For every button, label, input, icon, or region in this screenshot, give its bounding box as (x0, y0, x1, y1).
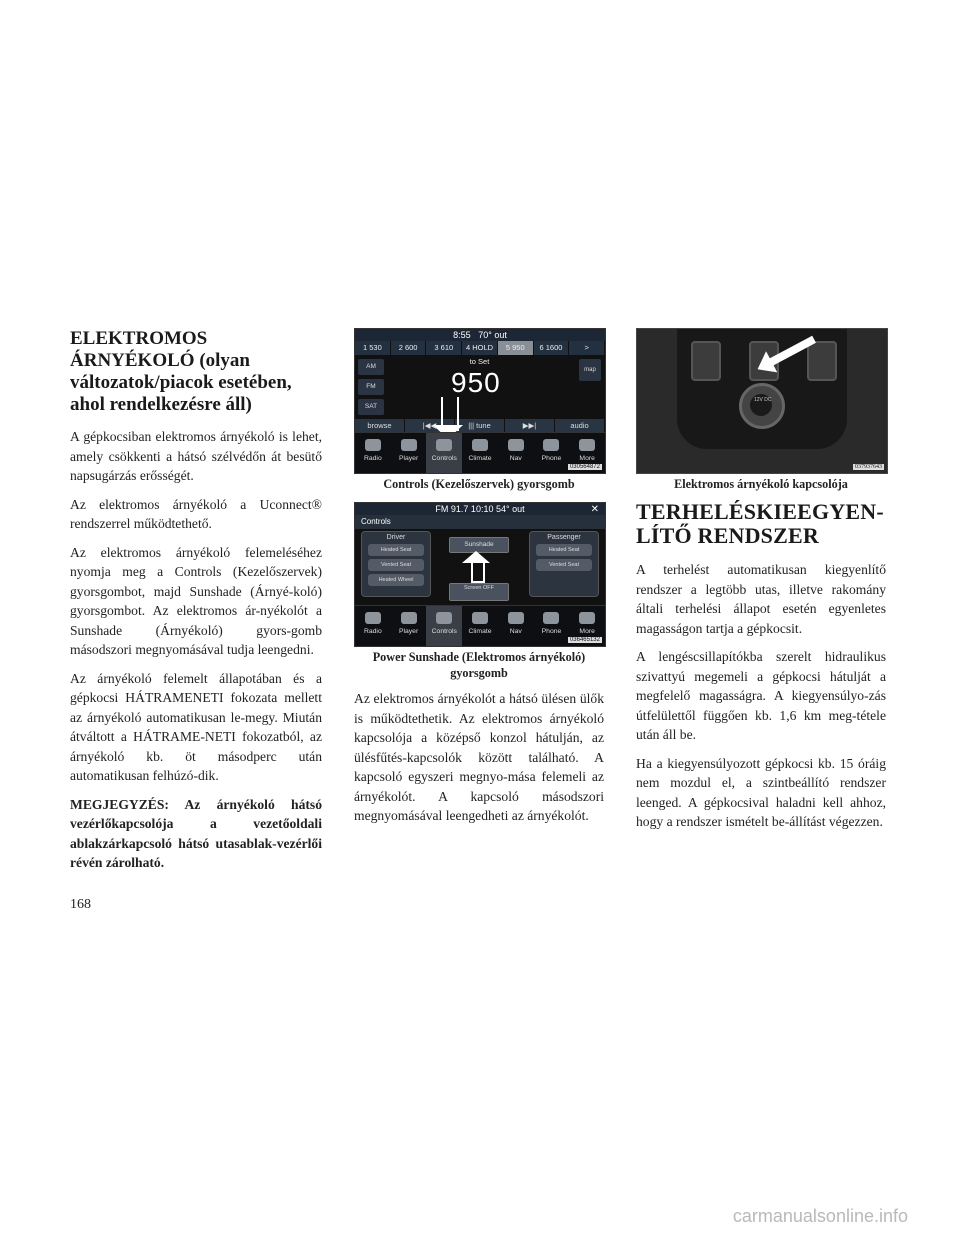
seat-heater-switch-icon (807, 341, 837, 381)
paragraph: A lengéscsillapítókba szerelt hidraulikus szivattyú megemeli a gépkocsi hátulját a megfelelő magasságra. A kiegyensúlyo-zás útfelülettől függően kb. 1,6 km meg-tétele után áll be. (636, 649, 886, 742)
status-bar: FM 91.7 10:10 54° out (355, 503, 605, 515)
band-button: SAT (358, 399, 384, 415)
heated-wheel-button: Heated Wheel (368, 574, 424, 586)
arrow-up-icon (471, 563, 485, 583)
preset-button: 4 HOLD to Set (462, 341, 498, 355)
dock-radio: Radio (355, 606, 391, 646)
heated-seat-button: Heated Seat (536, 544, 592, 556)
column-right (636, 328, 886, 841)
tuner-controls (355, 419, 605, 432)
note: MEGJEGYZÉS: Az árnyékoló hátsó vezérlőkapcsolója a vezetőoldali ablakzárkapcsoló hátsó utasablak-vezérlői révén zárolható. (70, 796, 322, 870)
vented-seat-button: Vented Seat (368, 559, 424, 571)
paragraph: Az elektromos árnyékoló a Uconnect® rendszerrel működtethető. (70, 496, 322, 531)
section-heading-sunshade: ELEKTROMOS ÁRNYÉKOLÓ (olyan változatok/piacok esetében, ahol rendelkezésre áll) (70, 328, 292, 415)
seek-back-button: |◀◀ (405, 419, 455, 432)
screen-off-button: Screen OFF (449, 583, 509, 601)
preset-button: 1 530 (355, 341, 391, 355)
frequency: 950 (451, 367, 501, 398)
dock-radio: Radio (355, 433, 391, 473)
figure-caption: Power Sunshade (Elektromos árnyékoló) gyorsgomb (372, 650, 586, 680)
dock-controls: Controls (426, 433, 462, 473)
tune-button: ||| tune (455, 419, 505, 432)
console-panel (677, 329, 847, 449)
figure-caption: Elektromos árnyékoló kapcsolója (674, 477, 848, 491)
image-code: 036465132 (569, 637, 600, 643)
preset-bar (355, 341, 605, 366)
column-left (70, 328, 322, 882)
column-middle (354, 328, 604, 835)
seek-forward-button: ▶▶| (505, 419, 555, 432)
preset-button: 6 1600 (534, 341, 570, 355)
band-button: FM (358, 379, 384, 395)
outside-temp: 70° out (478, 330, 507, 340)
passenger-zone (529, 531, 599, 597)
band-buttons (358, 359, 384, 419)
dock-more: More (569, 433, 605, 473)
clock: 8:55 (453, 330, 471, 340)
paragraph: Ha a kiegyensúlyozott gépkocsi kb. 15 óráig nem mozdul el, a szintbeállító rendszer leenged. A gépkocsival haladni kell ahhoz, hogy a rendszer ismételt be-állítást végezzen. (636, 755, 886, 829)
driver-zone (361, 531, 431, 597)
sunshade-button: Sunshade (449, 537, 509, 553)
heated-seat-button: Heated Seat (368, 544, 424, 556)
seat-heater-switch-icon (691, 341, 721, 381)
dock-player: Player (391, 606, 427, 646)
dock-phone: Phone (534, 606, 570, 646)
browse-button: browse (355, 419, 405, 432)
status-bar (355, 329, 605, 341)
dock-nav: Nav (498, 606, 534, 646)
preset-button: 2 600 (391, 341, 427, 355)
section-heading-load-leveling: TERHELÉSKIEEGYEN-LÍTŐ RENDSZER (636, 499, 884, 548)
paragraph: Az elektromos árnyékolót a hátsó ülésen ülők is működtethetik. Az elektromos árnyékoló kapcsolója a középső konzol hátulján, az ülésfűtés-kapcsolók között található. A kapcsoló egyszeri megnyo-mása felemeli az árnyékolót. A kapcsoló másodszori megnyomásával leengedheti az árnyékolót. (354, 691, 604, 823)
screen-title-text: Controls (361, 517, 391, 526)
zone-title: Driver (386, 534, 406, 541)
figure-caption: Controls (Kezelőszervek) gyorsgomb (383, 477, 575, 491)
band-button: AM (358, 359, 384, 375)
radio-screen-image (354, 328, 606, 474)
image-code: 030564872 (569, 464, 600, 470)
preset-button: 5 950 (498, 341, 534, 355)
preset-button: 3 610 (426, 341, 462, 355)
paragraph: Az árnyékoló felemelt állapotában és a gépkocsi HÁTRAMENETI fokozata mellett az árnyékoló automatikusan le-megy. Miután átváltott a HÁTRAME-NETI fokozatból, az árnyékoló kb. öt másodperc után automatikusan felhúzó-dik. (70, 670, 322, 783)
watermark: carmanualsonline.info (732, 1206, 908, 1226)
preset-next: > (569, 341, 605, 355)
audio-button: audio (555, 419, 605, 432)
paragraph: A terhelést automatikusan kiegyenlítő rendszer a legtöbb utas, illetve rakomány általi terhelési állapot esetén egyenletes magasságon tartja a gépkocsit. (636, 562, 886, 636)
controls-screen-image (354, 502, 606, 647)
image-code: 037937643 (855, 464, 882, 470)
page-number: 168 (70, 897, 91, 912)
dock-climate: Climate (462, 606, 498, 646)
paragraph: A gépkocsiban elektromos árnyékoló is lehet, amely csökkenti a hátsó szélvédőn át besütő napsugárzás erősségét. (70, 429, 322, 483)
dock-phone: Phone (534, 433, 570, 473)
dock-more: More (569, 606, 605, 646)
sunshade-switch-photo (636, 328, 888, 474)
arrow-down-icon (441, 397, 459, 431)
close-icon: ✕ (590, 504, 599, 515)
power-outlet-icon (739, 383, 785, 429)
zone-title: Passenger (547, 534, 581, 541)
map-button: map (579, 359, 601, 381)
outlet-label: 12V DC (754, 397, 772, 403)
dock-climate: Climate (462, 433, 498, 473)
dock-controls: Controls (426, 606, 462, 646)
vented-seat-button: Vented Seat (536, 559, 592, 571)
paragraph: Az elektromos árnyékoló felemeléséhez nyomja meg a Controls (Kezelőszervek) gyorsgombot, majd Sunshade (Árnyé-koló) gyorsgombot. Az elektromos ár-nyékolót a Sunshade (Árnyékoló) gyors-gomb másodszori megnyomásával tudja leengedni. (70, 544, 322, 657)
dock-nav: Nav (498, 433, 534, 473)
dock-player: Player (391, 433, 427, 473)
